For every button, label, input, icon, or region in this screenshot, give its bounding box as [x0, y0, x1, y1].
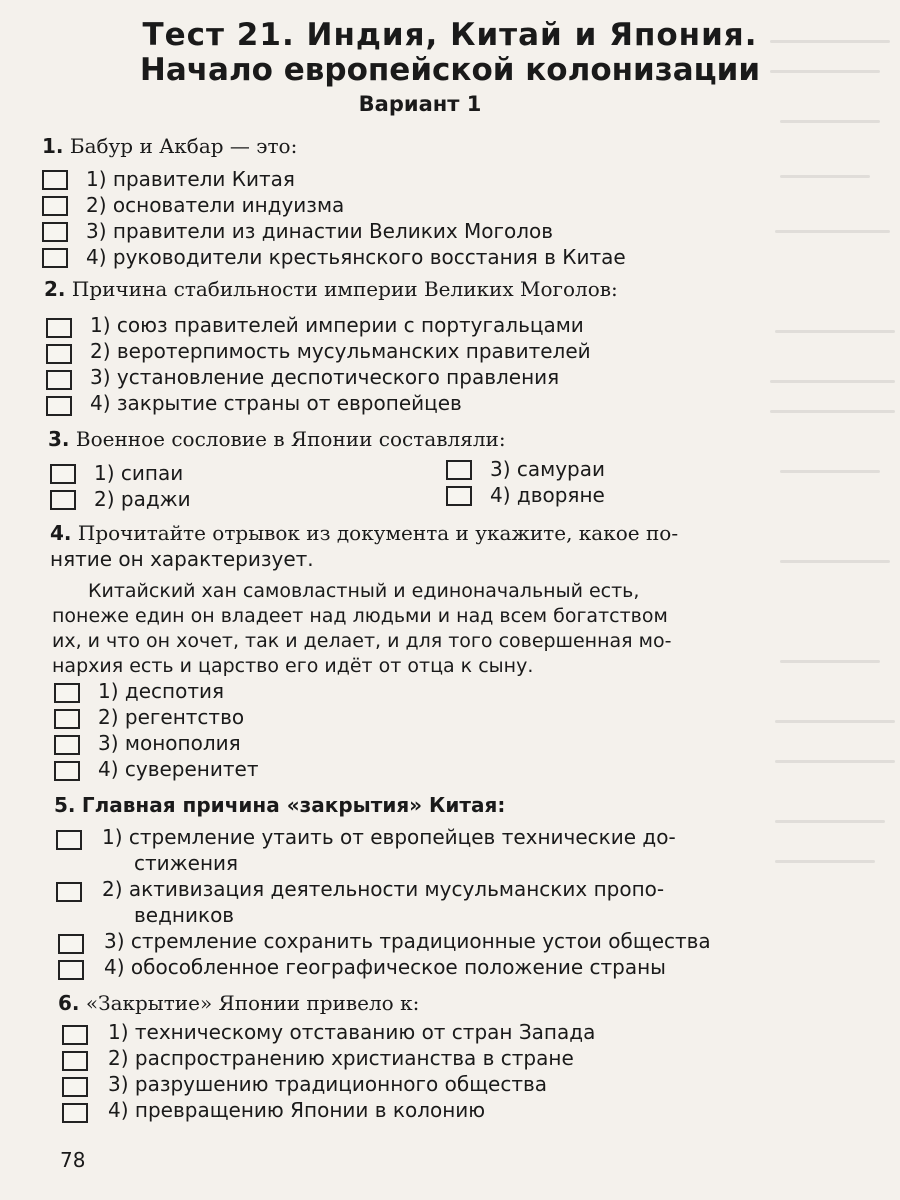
- q6-option-4: 4) превращению Японии в колонию: [108, 1098, 486, 1122]
- question-2-text: Причина стабильности империи Великих Моголов:: [71, 277, 618, 301]
- q1-option-1: 1) правители Китая: [86, 167, 295, 191]
- question-3-text: Военное сословие в Японии составляли:: [75, 427, 506, 451]
- q4-option-3-checkbox[interactable]: [54, 735, 80, 755]
- q3-option-4-checkbox[interactable]: [446, 486, 472, 506]
- q5-option-1-line-2: стижения: [134, 851, 239, 875]
- q4-option-3: 3) монополия: [98, 731, 241, 755]
- q3-option-3-checkbox[interactable]: [446, 460, 472, 480]
- q1-option-3: 3) правители из династии Великих Моголов: [86, 219, 554, 243]
- q6-option-1-checkbox[interactable]: [62, 1025, 88, 1045]
- q1-option-2: 2) основатели индуизма: [86, 193, 345, 217]
- q6-option-2-checkbox[interactable]: [62, 1051, 88, 1071]
- test-title: [20, 18, 880, 88]
- q1-option-3-checkbox[interactable]: [42, 222, 68, 242]
- q4-option-4-checkbox[interactable]: [54, 761, 80, 781]
- document-quote-line-1: Китайский хан самовластный и единоначальный есть,: [88, 580, 640, 602]
- q5-option-2-checkbox[interactable]: [56, 882, 82, 902]
- q5-option-4-checkbox[interactable]: [58, 960, 84, 980]
- question-4-text-line-1: Прочитайте отрывок из документа и укажите, какое по-: [77, 521, 679, 545]
- q3-option-4: 4) дворяне: [490, 483, 605, 507]
- q2-option-4-checkbox[interactable]: [46, 396, 72, 416]
- q6-option-4-checkbox[interactable]: [62, 1103, 88, 1123]
- question-2-number: 2.: [44, 277, 66, 301]
- q2-option-2-checkbox[interactable]: [46, 344, 72, 364]
- bleed-through-text: [760, 0, 900, 1100]
- question-3-number: 3.: [48, 427, 70, 451]
- document-quote-line-4: нархия есть и царство его идёт от отца к сыну.: [52, 655, 534, 677]
- q1-option-1-checkbox[interactable]: [42, 170, 68, 190]
- question-6-text: «Закрытие» Японии привело к:: [85, 991, 420, 1015]
- q6-option-3: 3) разрушению традиционного общества: [108, 1072, 548, 1096]
- question-5: [54, 792, 505, 818]
- q3-option-1-checkbox[interactable]: [50, 464, 76, 484]
- question-2: [44, 276, 618, 302]
- q6-option-1: 1) техническому отставанию от стран Запада: [108, 1020, 596, 1044]
- q4-option-1-checkbox[interactable]: [54, 683, 80, 703]
- q2-option-3: 3) установление деспотического правления: [90, 365, 560, 389]
- q5-option-1-checkbox[interactable]: [56, 830, 82, 850]
- title-line-1: Тест 21. Индия, Китай и Япония.: [142, 17, 758, 53]
- q2-option-1-checkbox[interactable]: [46, 318, 72, 338]
- q2-option-3-checkbox[interactable]: [46, 370, 72, 390]
- question-5-text: Главная причина «закрытия» Китая:: [81, 793, 506, 817]
- question-6-number: 6.: [58, 991, 80, 1015]
- question-4-number: 4.: [50, 521, 72, 545]
- question-1: [42, 133, 297, 159]
- q5-option-1-line-1: 1) стремление утаить от европейцев технические до-: [102, 825, 676, 849]
- q4-option-4: 4) суверенитет: [98, 757, 259, 781]
- question-6: [58, 990, 419, 1016]
- q6-option-2: 2) распространению христианства в стране: [108, 1046, 574, 1070]
- variant-heading: Вариант 1: [358, 92, 482, 116]
- q3-option-2: 2) раджи: [94, 487, 191, 511]
- question-3: [48, 426, 506, 452]
- q3-option-2-checkbox[interactable]: [50, 490, 76, 510]
- q2-option-2: 2) веротерпимость мусульманских правителей: [90, 339, 591, 363]
- q1-option-4: 4) руководители крестьянского восстания в Китае: [86, 245, 626, 269]
- q3-option-3: 3) самураи: [490, 457, 606, 481]
- q5-option-2-line-1: 2) активизация деятельности мусульманских пропо-: [102, 877, 665, 901]
- question-1-number: 1.: [42, 134, 64, 158]
- document-quote-line-2: понеже един он владеет над людьми и над всем богатством: [52, 605, 668, 627]
- question-4: [50, 520, 678, 546]
- q2-option-1: 1) союз правителей империи с португальцами: [90, 313, 584, 337]
- question-5-number: 5.: [54, 793, 76, 817]
- q4-option-2-checkbox[interactable]: [54, 709, 80, 729]
- title-line-2: Начало европейской колонизации: [139, 52, 761, 88]
- q5-option-2-line-2: ведников: [134, 903, 235, 927]
- q2-option-4: 4) закрытие страны от европейцев: [90, 391, 462, 415]
- q5-option-3: 3) стремление сохранить традиционные устои общества: [104, 929, 711, 953]
- question-4-text-line-2: нятие он характеризует.: [50, 547, 314, 571]
- q6-option-3-checkbox[interactable]: [62, 1077, 88, 1097]
- document-quote-line-3: их, и что он хочет, так и делает, и для того совершенная мо-: [52, 630, 672, 652]
- q5-option-3-checkbox[interactable]: [58, 934, 84, 954]
- q1-option-2-checkbox[interactable]: [42, 196, 68, 216]
- q4-option-1: 1) деспотия: [98, 679, 225, 703]
- q5-option-4: 4) обособленное географическое положение страны: [104, 955, 666, 979]
- q3-option-1: 1) сипаи: [94, 461, 184, 485]
- page-number: 78: [60, 1148, 86, 1172]
- q1-option-4-checkbox[interactable]: [42, 248, 68, 268]
- q4-option-2: 2) регентство: [98, 705, 245, 729]
- question-1-text: Бабур и Акбар — это:: [69, 134, 298, 158]
